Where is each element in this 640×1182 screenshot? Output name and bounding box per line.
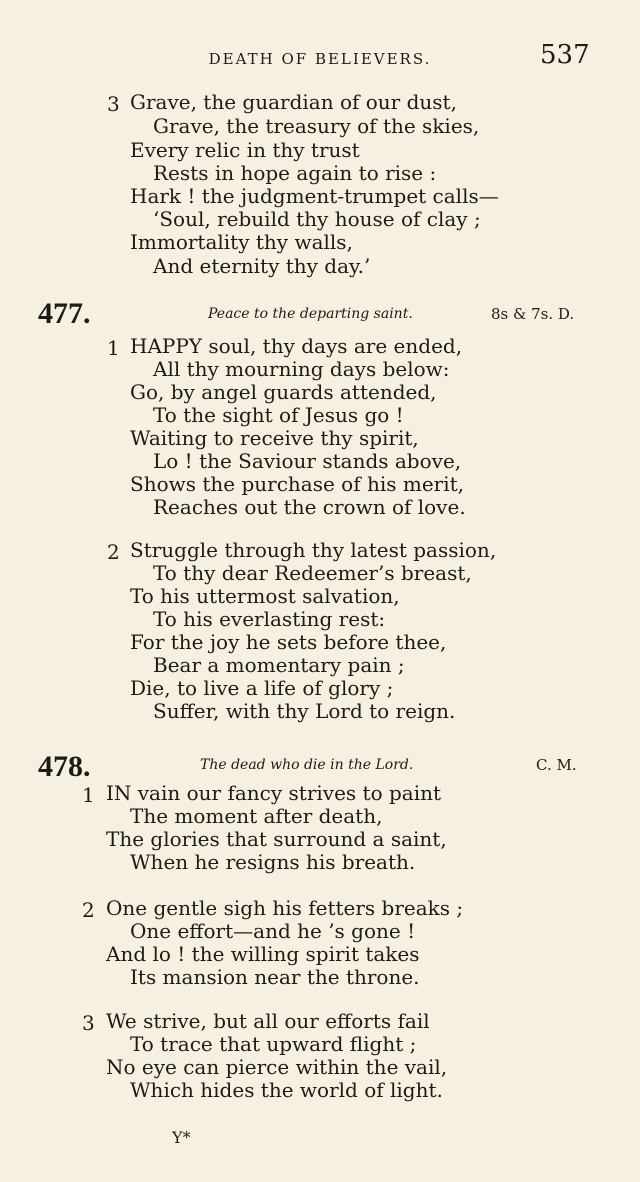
stanza-number: 1 bbox=[107, 336, 120, 360]
verse-line: The moment after death, bbox=[130, 804, 383, 828]
verse-line: To his uttermost salvation, bbox=[130, 584, 400, 608]
hymn-title: The dead who die in the Lord. bbox=[200, 757, 414, 773]
stanza-number: 2 bbox=[82, 898, 95, 922]
stanza-number: 3 bbox=[107, 92, 120, 116]
verse-line: To the sight of Jesus go ! bbox=[153, 403, 404, 427]
verse-line: And eternity thy day.’ bbox=[153, 254, 371, 278]
verse-line: For the joy he sets before thee, bbox=[130, 630, 447, 654]
verse-line: Struggle through thy latest passion, bbox=[130, 538, 497, 562]
verse-line: Lo ! the Saviour stands above, bbox=[153, 449, 462, 473]
verse-line: One effort—and he ’s gone ! bbox=[130, 919, 416, 943]
verse-line: No eye can pierce within the vail, bbox=[106, 1055, 448, 1079]
verse-line: To trace that upward flight ; bbox=[130, 1032, 417, 1056]
verse-line: Go, by angel guards attended, bbox=[130, 380, 437, 404]
verse-line: IN vain our fancy strives to paint bbox=[106, 781, 442, 805]
verse-line: Immortality thy walls, bbox=[130, 230, 353, 254]
verse-line: The glories that surround a saint, bbox=[106, 827, 447, 851]
verse-line: And lo ! the willing spirit takes bbox=[106, 942, 420, 966]
verse-line: We strive, but all our efforts fail bbox=[106, 1009, 430, 1033]
page-number: 537 bbox=[540, 40, 590, 70]
verse-line: Rests in hope again to rise : bbox=[153, 161, 437, 185]
verse-line: Reaches out the crown of love. bbox=[153, 495, 466, 519]
verse-line: Which hides the world of light. bbox=[130, 1078, 443, 1102]
verse-line: To his everlasting rest: bbox=[153, 607, 386, 631]
hymn-number: 477. bbox=[38, 297, 91, 330]
verse-line: Hark ! the judgment-trumpet calls— bbox=[130, 184, 499, 208]
verse-line: Grave, the guardian of our dust, bbox=[130, 90, 457, 114]
verse-line: HAPPY soul, thy days are ended, bbox=[130, 334, 463, 358]
signature-mark: Y* bbox=[172, 1128, 191, 1147]
verse-line: Grave, the treasury of the skies, bbox=[153, 114, 480, 138]
hymn-meter: 8s & 7s. D. bbox=[491, 305, 575, 323]
verse-line: When he resigns his breath. bbox=[130, 850, 416, 874]
verse-line: All thy mourning days below: bbox=[153, 357, 450, 381]
running-head: DEATH OF BELIEVERS. bbox=[208, 50, 432, 68]
verse-line: One gentle sigh his fetters breaks ; bbox=[106, 896, 464, 920]
verse-line: Suffer, with thy Lord to reign. bbox=[153, 699, 456, 723]
verse-line: ‘Soul, rebuild thy house of clay ; bbox=[153, 207, 481, 231]
verse-line: To thy dear Redeemer’s breast, bbox=[153, 561, 472, 585]
hymn-number: 478. bbox=[38, 750, 91, 783]
hymn-title: Peace to the departing saint. bbox=[208, 306, 413, 322]
verse-line: Waiting to receive thy spirit, bbox=[130, 426, 419, 450]
verse-line: Every relic in thy trust bbox=[130, 138, 360, 162]
hymn-meter: C. M. bbox=[536, 756, 577, 774]
verse-line: Bear a momentary pain ; bbox=[153, 653, 405, 677]
verse-line: Its mansion near the throne. bbox=[130, 965, 420, 989]
stanza-number: 1 bbox=[82, 783, 95, 807]
stanza-number: 2 bbox=[107, 540, 120, 564]
verse-line: Die, to live a life of glory ; bbox=[130, 676, 394, 700]
verse-line: Shows the purchase of his merit, bbox=[130, 472, 465, 496]
stanza-number: 3 bbox=[82, 1011, 95, 1035]
